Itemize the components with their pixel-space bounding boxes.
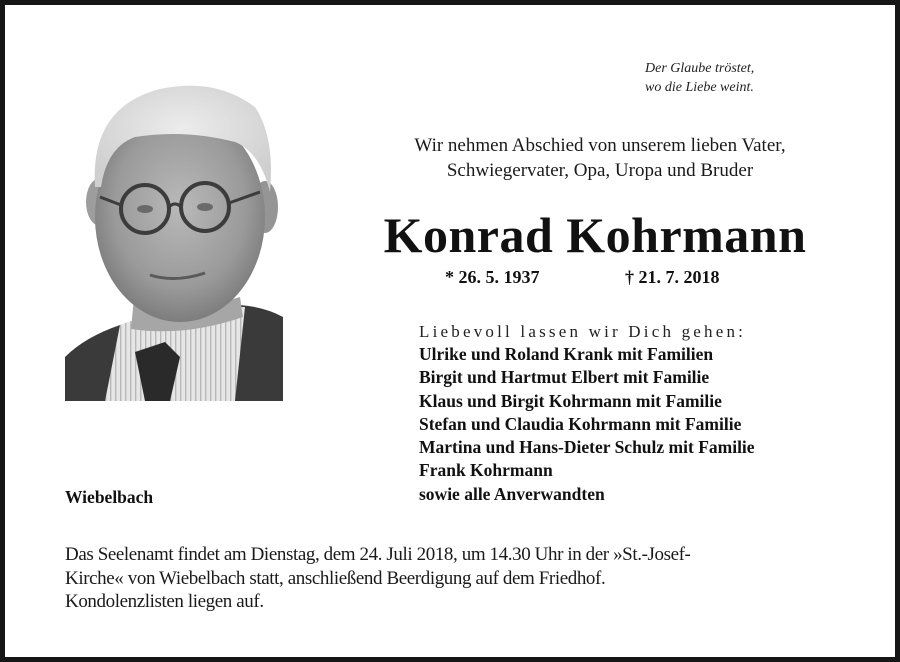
place-name: Wiebelbach [65, 487, 154, 507]
mourner-entry: Klaus und Birgit Kohrmann mit Familie [419, 390, 722, 411]
deceased-name: Konrad Kohrmann [383, 207, 807, 263]
funeral-notice [65, 543, 865, 614]
motto-quote [645, 59, 754, 97]
notice-line-2: Kirche« von Wiebelbach statt, anschließend Beerdigung auf dem Friedhof. [65, 567, 606, 589]
mourner-entry: Birgit und Hartmut Elbert mit Familie [419, 367, 710, 388]
mourner-entry: sowie alle Anverwandten [419, 483, 605, 504]
mourners-block [419, 321, 755, 506]
portrait-image [65, 67, 283, 401]
mourner-entry: Stefan und Claudia Kohrmann mit Familie [419, 413, 742, 434]
intro-line-2: Schwiegervater, Opa, Uropa und Bruder [446, 160, 754, 181]
notice-line-3: Kondolenzlisten liegen auf. [65, 591, 264, 612]
mourner-entry: Frank Kohrmann [419, 460, 553, 481]
motto-line-2: wo die Liebe weint. [645, 80, 754, 95]
farewell-intro [365, 133, 835, 183]
mourner-entry: Ulrike und Roland Krank mit Familien [419, 344, 714, 364]
mourners-lead: Liebevoll lassen wir Dich gehen: [419, 322, 747, 341]
mourner-entry: Martina und Hans-Dieter Schulz mit Familie [419, 437, 755, 458]
birth-date: * 26. 5. 1937 [445, 267, 540, 287]
portrait-photo [65, 67, 283, 401]
mourners-list [419, 343, 755, 506]
intro-line-1: Wir nehmen Abschied von unserem lieben Vater, [414, 135, 786, 156]
notice-line-1: Das Seelenamt findet am Dienstag, dem 24. Juli 2018, um 14.30 Uhr in der »St.-Josef- [65, 544, 691, 565]
death-date: † 21. 7. 2018 [625, 267, 720, 287]
motto-line-1: Der Glaube tröstet, [645, 61, 755, 76]
